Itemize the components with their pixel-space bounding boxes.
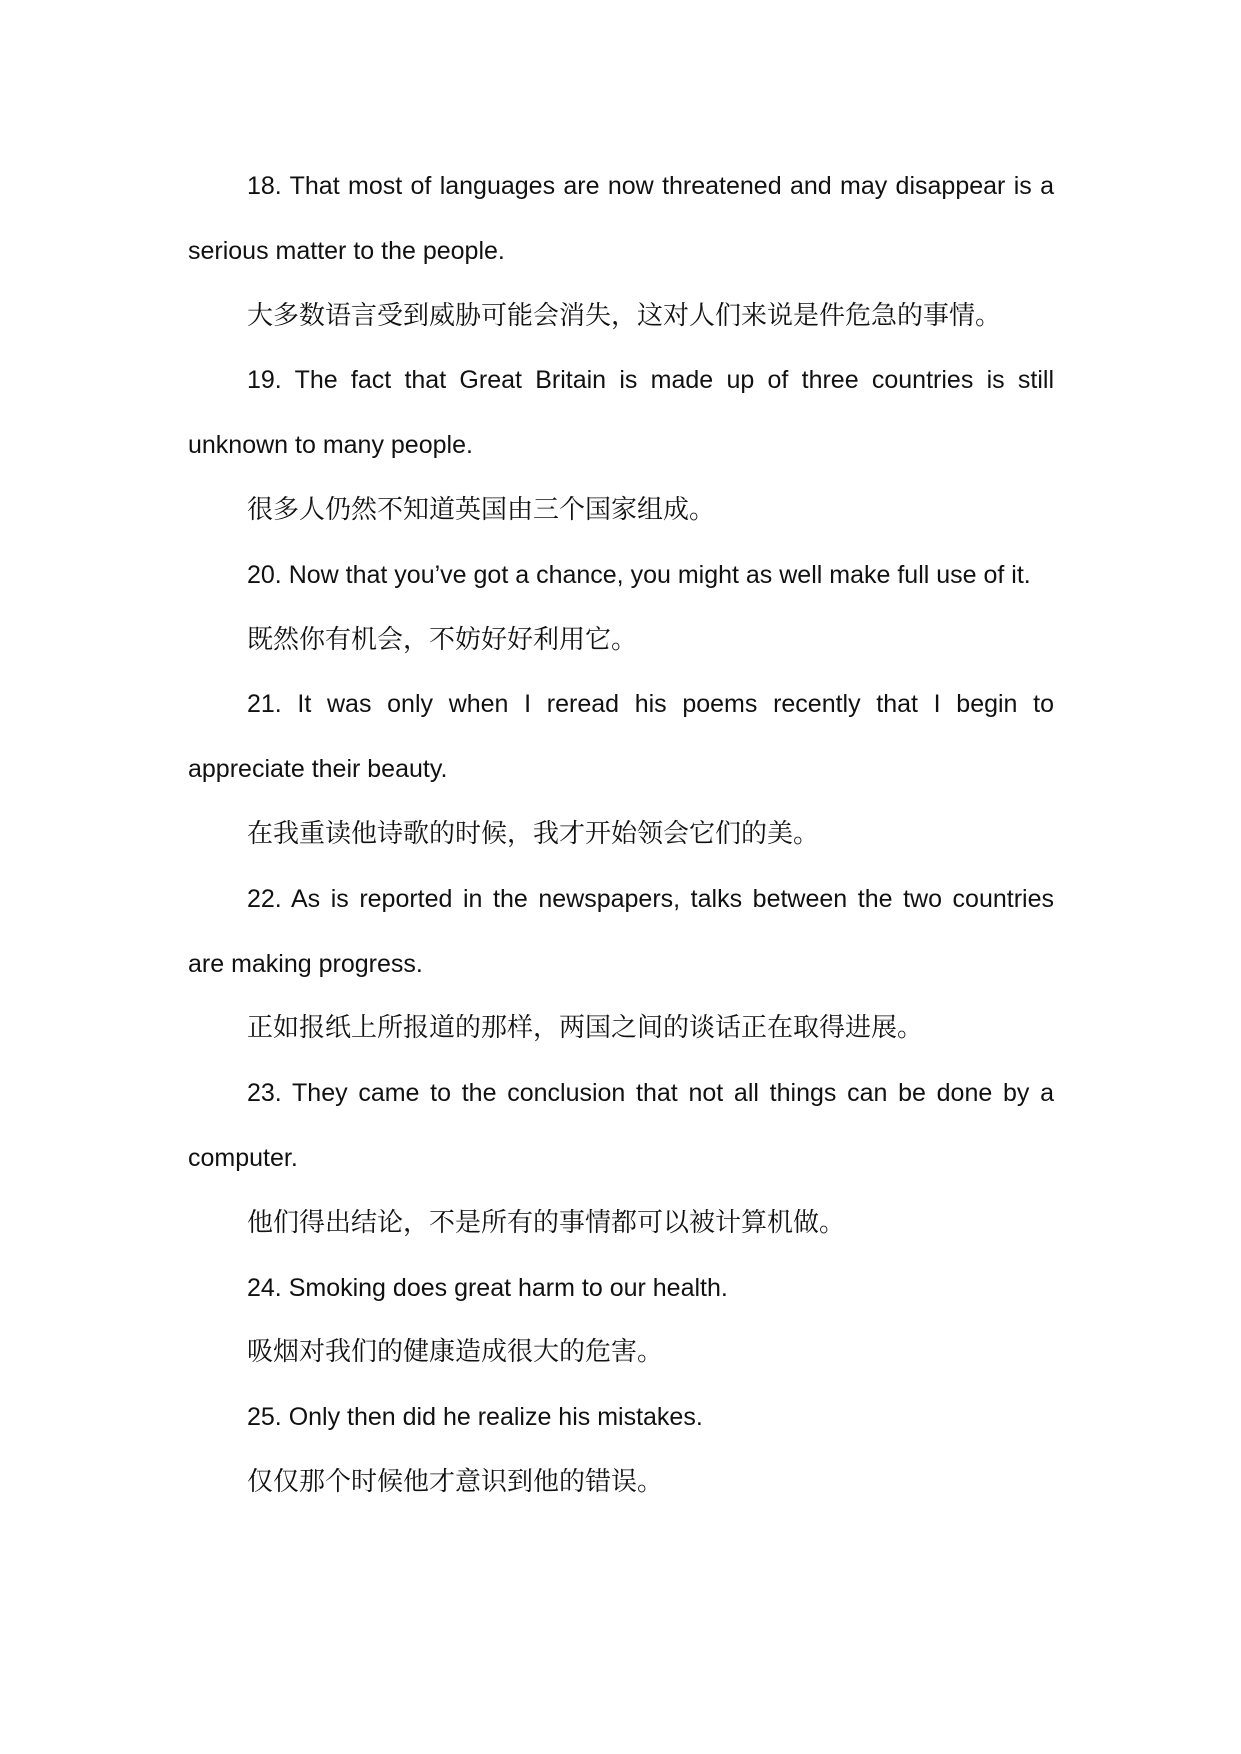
chinese-translation-18: 大多数语言受到威胁可能会消失，这对人们来说是件危急的事情。 [247, 300, 1002, 331]
chinese-translation-23: 他们得出结论，不是所有的事情都可以被计算机做。 [247, 1207, 846, 1238]
english-sentence-25: 25. Only then did he realize his mistakes. [247, 1403, 703, 1432]
chinese-translation-21: 在我重读他诗歌的时候，我才开始领会它们的美。 [247, 818, 820, 849]
sentence-list [188, 154, 1054, 1515]
chinese-translation-24: 吸烟对我们的健康造成很大的危害。 [247, 1337, 664, 1368]
english-sentence-23: 23. They came to the conclusion that not all things can be done by a computer. [188, 1079, 1054, 1172]
english-sentence-22: 22. As is reported in the newspapers, talks between the two countries are making progress. [188, 884, 1054, 978]
english-sentence-20: 20. Now that you’ve got a chance, you might as well make full use of it. [247, 560, 1031, 589]
english-sentence-24: 24. Smoking does great harm to our health. [247, 1273, 728, 1302]
chinese-translation-25: 仅仅那个时候他才意识到他的错误。 [247, 1466, 664, 1497]
chinese-translation-22: 正如报纸上所报道的那样，两国之间的谈话正在取得进展。 [247, 1013, 924, 1044]
english-sentence-18: 18. That most of languages are now threatened and may disappear is a serious matter to the people. [188, 172, 1054, 265]
chinese-translation-19: 很多人仍然不知道英国由三个国家组成。 [247, 494, 716, 525]
chinese-translation-20: 既然你有机会，不妨好好利用它。 [247, 624, 638, 655]
english-sentence-21: 21. It was only when I reread his poems recently that I begin to appreciate their beauty. [188, 690, 1054, 784]
english-sentence-19: 19. The fact that Great Britain is made up of three countries is still unknown to many people. [188, 366, 1054, 460]
